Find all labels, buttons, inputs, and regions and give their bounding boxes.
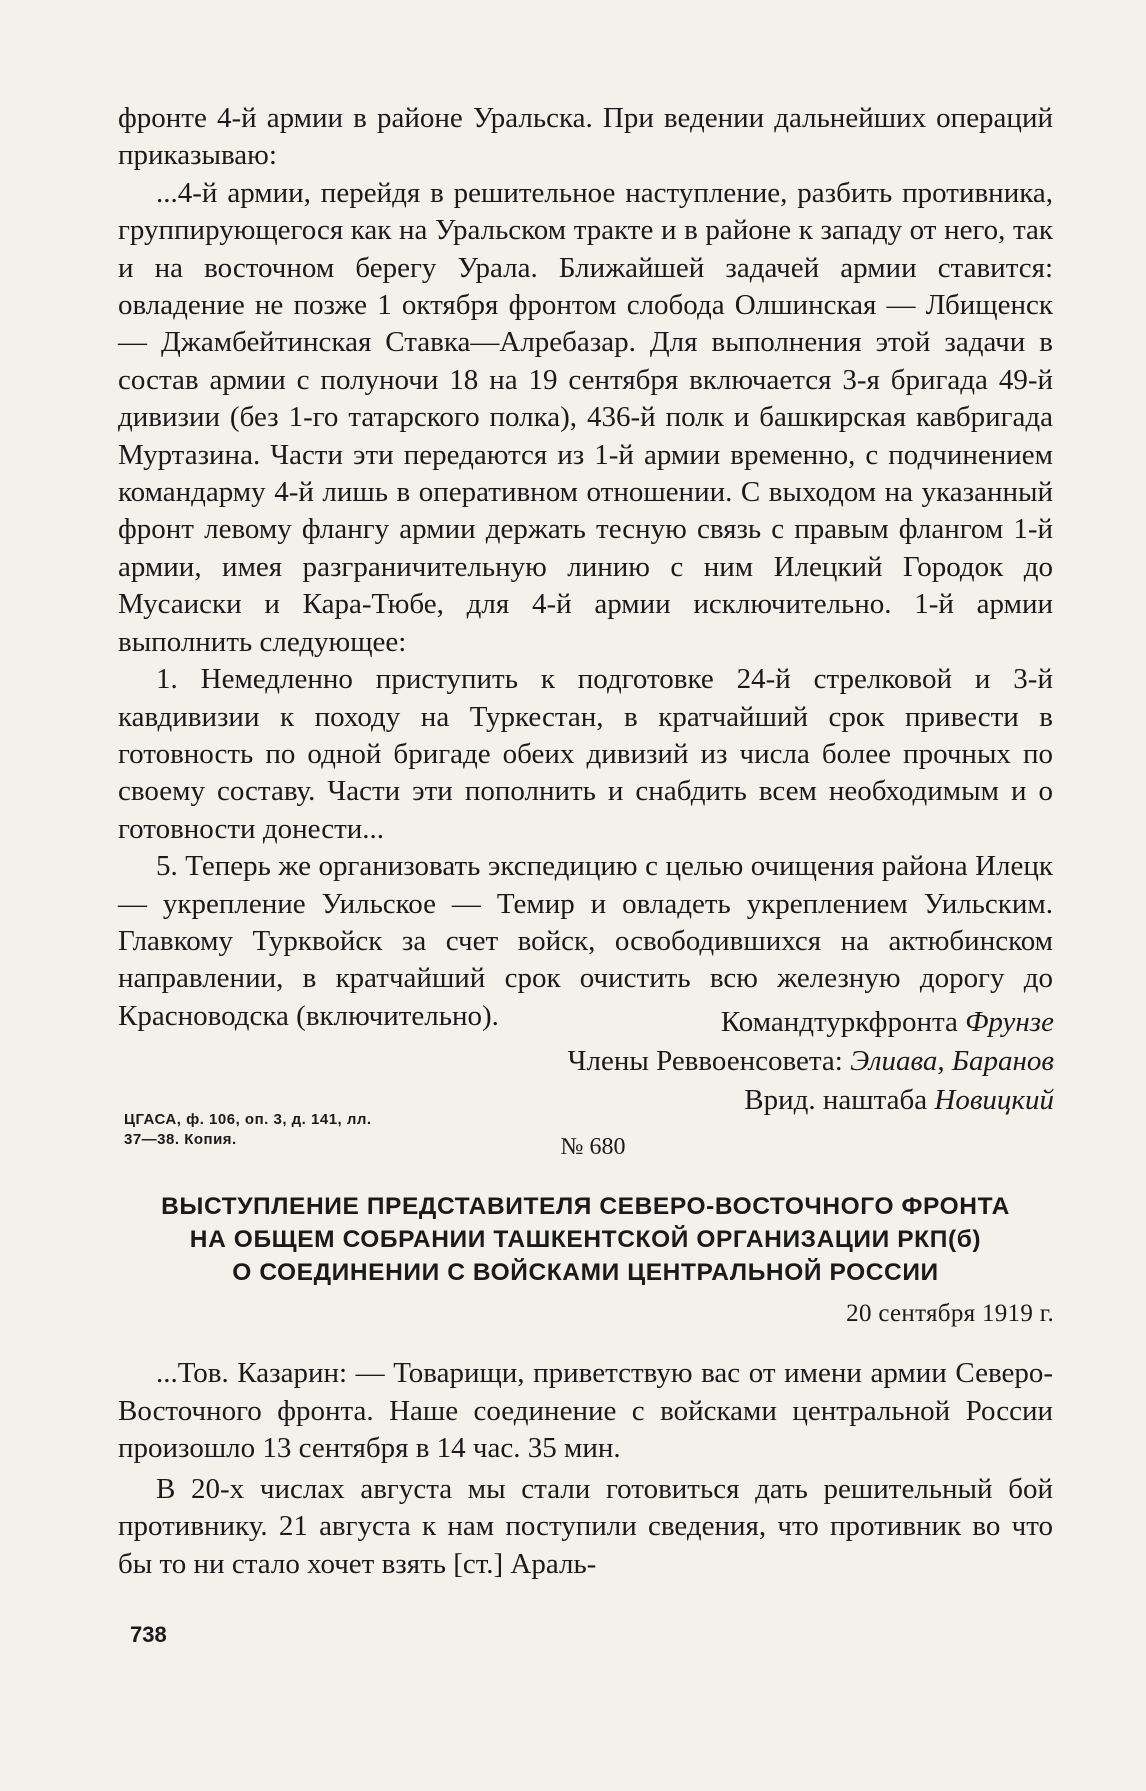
document-date: 20 сентября 1919 г. (846, 1300, 1054, 1327)
order-text (118, 100, 1053, 1035)
paragraph: ...4-й армии, перейдя в решительное наступление, разбить противника, группирующегося как на Уральском тракте и в районе к западу от него, так и на восточном берегу Урала. Ближайшей задачей армии ставится: овладение не позже 1 октября фронтом слобода Олшинская — Лбищенск — Джамбейтинская Ставка—Алребазар. Для выполнения этой задачи в состав армии с полуночи 18 на 19 сентября включается 3-я бригада 49-й дивизии (без 1-го татарского полка), 436-й полк и башкирская кавбригада Муртазина. Части эти передаются из 1-й армии временно, с подчинением командарму 4-й лишь в оперативном отношении. С выходом на указанный фронт левому флангу армии держать тесную связь с правым флангом 1-й армии, имея разграничительную линию с ним Илецкий Городок до Мусаиски и Кара-Тюбе, для 4-й армии исключительно. 1-й армии выполнить следующее: (118, 176, 1053, 658)
signature-line (354, 1081, 1054, 1120)
signature-role: Члены Реввоенсовета: (567, 1045, 843, 1077)
paragraph: ...Тов. Казарин: — Товарищи, приветствую вас от имени армии Северо-Восточного фронта. Наше соединение с войсками центральной России произошло 13 сентября в 14 час. 35 мин. (118, 1357, 1053, 1465)
paragraph: 1. Немедленно приступить к подготовке 24-й стрелковой и 3-й кавдивизии к походу на Туркестан, в кратчайший срок привести в готовность по одной бригаде обеих дивизий из числа более прочных по своему составу. Части эти пополнить и снабдить всем необходимым и о готовности донести... (118, 663, 1053, 845)
document-number: № 680 (560, 1134, 626, 1160)
paragraph: фронте 4-й армии в районе Уральска. При ведении дальнейших операций приказываю: (118, 102, 1053, 172)
paragraph: В 20-х числах августа мы стали готовиться дать решительный бой противнику. 21 августа к нам поступили сведения, что противник во что бы то ни стало хочет взять [ст.] Араль- (118, 1472, 1053, 1580)
signature-name: Элиава, Баранов (850, 1045, 1054, 1077)
signature-role: Командтуркфронта (720, 1006, 958, 1038)
page-number: 738 (130, 1622, 167, 1647)
signature-line (354, 1042, 1054, 1081)
speech-text (118, 1355, 1053, 1587)
signature-name: Новицкий (934, 1084, 1054, 1116)
paragraph: 5. Теперь же организовать экспедицию с целью очищения района Илецк — укрепление Уильское — Темир и овладеть укреплением Уильским. Главкому Турквойск за счет войск, освободившихся на актюбинском направлении, в кратчайший срок очистить всю железную дорогу до Красноводска (включительно). (118, 850, 1053, 1032)
archive-reference-line: 37—38. Копия. (124, 1131, 237, 1148)
heading-line: НА ОБЩЕМ СОБРАНИИ ТАШКЕНТСКОЙ ОРГАНИЗАЦИИ РКП(б) (189, 1226, 982, 1253)
heading-line: ВЫСТУПЛЕНИЕ ПРЕДСТАВИТЕЛЯ СЕВЕРО-ВОСТОЧНОГО ФРОНТА (161, 1193, 1010, 1220)
signature-name: Фрунзе (965, 1006, 1054, 1038)
signature-role: Врид. наштаба (744, 1084, 928, 1116)
document-heading (118, 1190, 1053, 1289)
archive-reference-line: ЦГАСА, ф. 106, оп. 3, д. 141, лл. (124, 1111, 372, 1128)
heading-line: О СОЕДИНЕНИИ С ВОЙСКАМИ ЦЕНТРАЛЬНОЙ РОССИИ (232, 1259, 939, 1286)
signature-line (354, 1003, 1054, 1042)
